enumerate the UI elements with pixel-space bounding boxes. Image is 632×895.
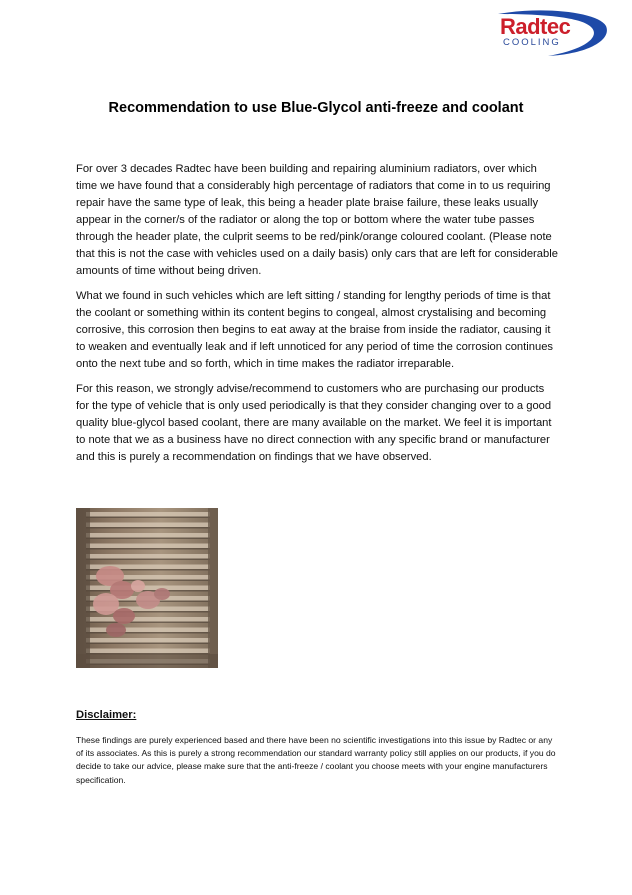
logo-brand: Radtec: [500, 14, 571, 39]
radtec-logo: [488, 10, 610, 60]
paragraph-1: For over 3 decades Radtec have been building and repairing aluminium radiators, over which time we have found that a considerably high percentage of radiators that come in to us requiring repair have the same type of leak, this being a header plate braise failure, these leaks usually appear in the corner/s of the radiator or along the top or bottom where the water tube passes through the header plate, the culprit seems to be red/pink/orange coloured coolant. (Please note that this is not the case with vehicles used on a daily basis) only cars that are left for considerable amounts of time without being driven.: [76, 163, 558, 277]
logo-subtitle: COOLING: [503, 37, 561, 48]
body-text: [76, 161, 558, 474]
disclaimer-text: These findings are purely experienced based and there have been no scientific investigations into this issue by Radtec or any of its associates. As this is purely a strong recommendation our standard warranty policy still applies on our products, if you do decide to take our advice, please make sure that the anti-freeze / coolant you choose meets with your engine manufacturers specification.: [76, 735, 556, 785]
corroded-radiator-photo: [76, 508, 218, 668]
paragraph-3: For this reason, we strongly advise/recommend to customers who are purchasing our products for the type of vehicle that is only used periodically is that they consider changing over to a good quality blue-glycol based coolant, there are many available on the market. We feel it is important to note that we as a business have no direct connection with any specific brand or manufacturer and this is purely a recommendation on findings that we have observed.: [76, 383, 552, 463]
paragraph-2: What we found in such vehicles which are left sitting / standing for lengthy periods of time is that the coolant or something within its content begins to congeal, almost crystalising and becoming corrosive, this corrosion then begins to eat away at the braise from inside the radiator, causing it to weaken and eventually leak and if left unnoticed for any period of time the corrosion continues onto the next tube and so forth, which in time makes the radiator irreparable.: [76, 290, 554, 370]
page-title: Recommendation to use Blue-Glycol anti-freeze and coolant: [108, 100, 524, 116]
disclaimer-heading: Disclaimer:: [76, 709, 137, 721]
radiator-image: [76, 508, 218, 668]
